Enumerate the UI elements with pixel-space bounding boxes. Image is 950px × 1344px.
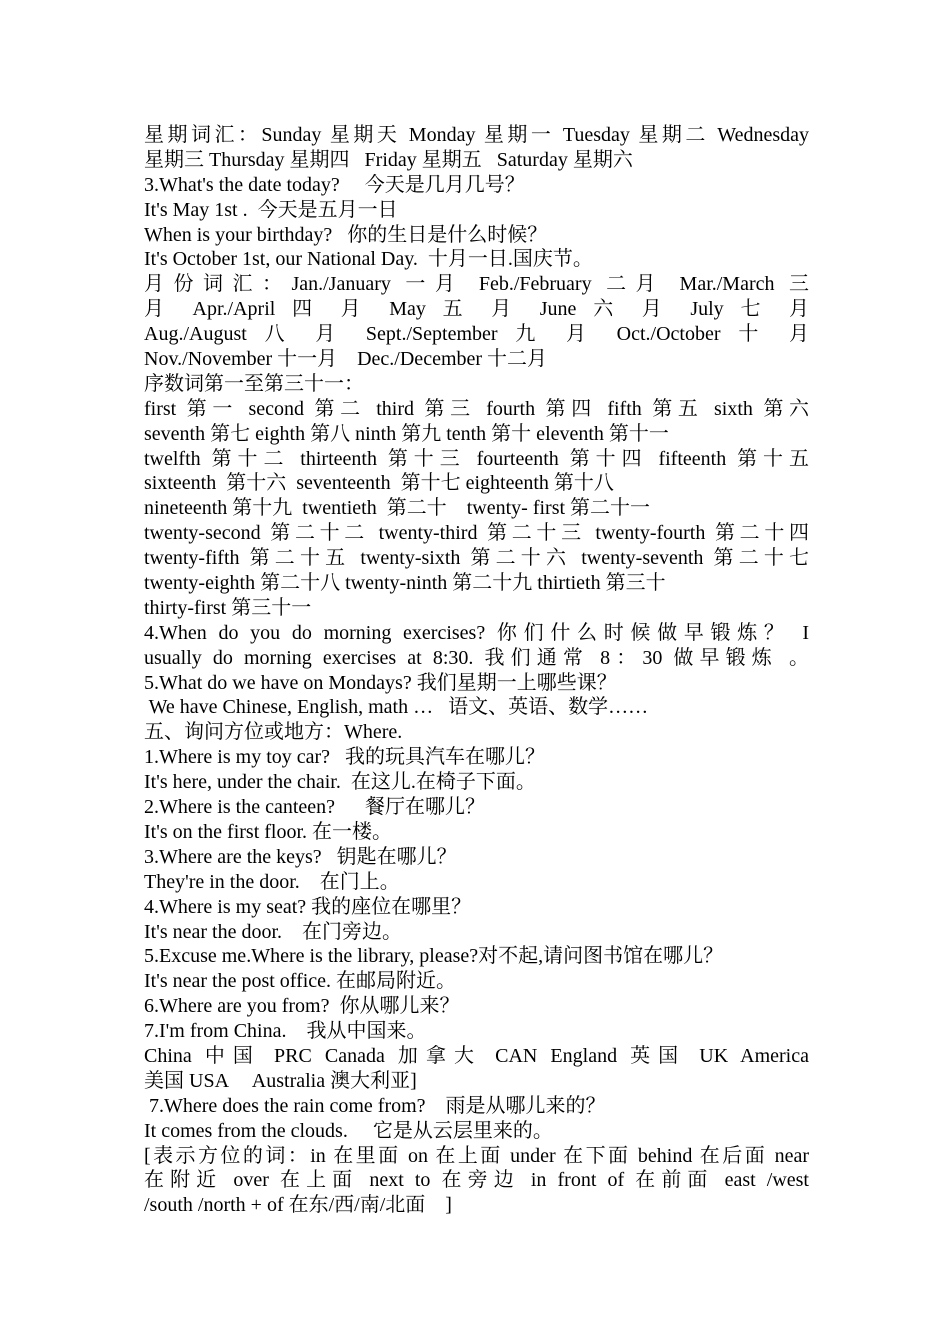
text-line: 6.Where are you from? 你从哪儿来？ xyxy=(144,995,460,1018)
text-line: 7.Where does the rain come from? 雨是从哪儿来的？ xyxy=(144,1094,606,1117)
text-line: twelfth 第十二 thirteenth 第十三 fourteenth 第十四 fifteenth 第十五 xyxy=(144,447,809,470)
text-line: When is your birthday? 你的生日是什么时候？ xyxy=(144,223,548,246)
text-line: They're in the door. 在门上。 xyxy=(144,870,400,893)
text-line: twenty-second 第二十二 twenty-third 第二十三 twenty-fourth 第二十四 xyxy=(144,522,809,545)
section-heading: 五、询问方位或地方：Where. xyxy=(144,721,403,744)
text-line: twenty-eighth 第二十八 twenty-ninth 第二十九 thirtieth 第三十 xyxy=(144,572,666,595)
text-line: 星期词汇：Sunday 星期天 Monday 星期一 Tuesday 星期二 Wednesday xyxy=(144,124,809,146)
text-line: 2.Where is the canteen? 餐厅在哪儿？ xyxy=(144,796,486,819)
text-line: Aug./August 八 月 Sept./September 九 月 Oct./October 十 月 xyxy=(144,323,809,346)
text-line: usually do morning exercises at 8:30. 我们通常 8：30 做早锻炼 。 xyxy=(144,646,809,669)
text-line: sixteenth 第十六 seventeenth 第十七 eighteenth 第十八 xyxy=(144,472,614,495)
text-line: 4.When do you do morning exercises? 你们什么时候做早锻炼？ I xyxy=(144,621,809,644)
text-line: 4.Where is my seat? 我的座位在哪里？ xyxy=(144,895,472,918)
text-line: 月 Apr./April 四 月 May 五 月 June 六 月 July 七 月 xyxy=(144,298,809,321)
text-line: Nov./November 十一月 Dec./December 十二月 xyxy=(144,348,548,371)
text-line: [表示方位的词：in 在里面 on 在上面 under 在下面 behind 在后面 near xyxy=(144,1144,809,1167)
text-line: 5.What do we have on Mondays? 我们星期一上哪些课？ xyxy=(144,671,617,694)
text-line: 在附近 over 在上面 next to 在旁边 in front of 在前面 east /west xyxy=(144,1169,809,1192)
text-line: 3.Where are the keys? 钥匙在哪儿？ xyxy=(144,845,457,868)
text-line: 序数词第一至第三十一： xyxy=(144,372,364,395)
text-line: twenty-fifth 第二十五 twenty-sixth 第二十六 twenty-seventh 第二十七 xyxy=(144,547,809,570)
text-line: 月份词汇：Jan./January 一月 Feb./February 二月 Mar./March 三 xyxy=(144,273,809,296)
text-line: 3.What's the date today? 今天是几月几号？ xyxy=(144,173,525,196)
text-line: It's here, under the chair. 在这儿.在椅子下面。 xyxy=(144,771,536,794)
text-line: China 中国 PRC Canada 加拿大 CAN England 英国 UK America xyxy=(144,1044,809,1067)
text-line: nineteenth 第十九 twentieth 第二十 twenty- first 第二十一 xyxy=(144,497,651,520)
text-line: first 第一 second 第二 third 第三 fourth 第四 fifth 第五 sixth 第六 xyxy=(144,397,809,420)
text-line: It's near the door. 在门旁边。 xyxy=(144,920,403,943)
text-line: /south /north + of 在东/西/南/北面 ] xyxy=(144,1194,452,1217)
text-line: 美国 USA Australia 澳大利亚] xyxy=(144,1069,417,1092)
text-line: seventh 第七 eighth 第八 ninth 第九 tenth 第十 eleventh 第十一 xyxy=(144,422,669,445)
document-body xyxy=(144,123,809,1218)
text-line: We have Chinese, English, math … 语文、英语、数学…… xyxy=(144,696,649,719)
text-line: 5.Excuse me.Where is the library, please?对不起,请问图书馆在哪儿？ xyxy=(144,945,724,968)
text-line: It's October 1st, our National Day. 十月一日.国庆节。 xyxy=(144,248,593,271)
text-line: 星期三 Thursday 星期四 Friday 星期五 Saturday 星期六 xyxy=(144,148,633,171)
text-line: It comes from the clouds. 它是从云层里来的。 xyxy=(144,1119,553,1142)
text-line: 1.Where is my toy car? 我的玩具汽车在哪儿？ xyxy=(144,746,546,769)
text-line: It's on the first floor. 在一楼。 xyxy=(144,820,393,843)
text-line: 7.I'm from China. 我从中国来。 xyxy=(144,1020,427,1043)
text-line: It's May 1st . 今天是五月一日 xyxy=(144,198,398,221)
text-line: It's near the post office. 在邮局附近。 xyxy=(144,970,457,993)
text-line: thirty-first 第三十一 xyxy=(144,596,312,619)
